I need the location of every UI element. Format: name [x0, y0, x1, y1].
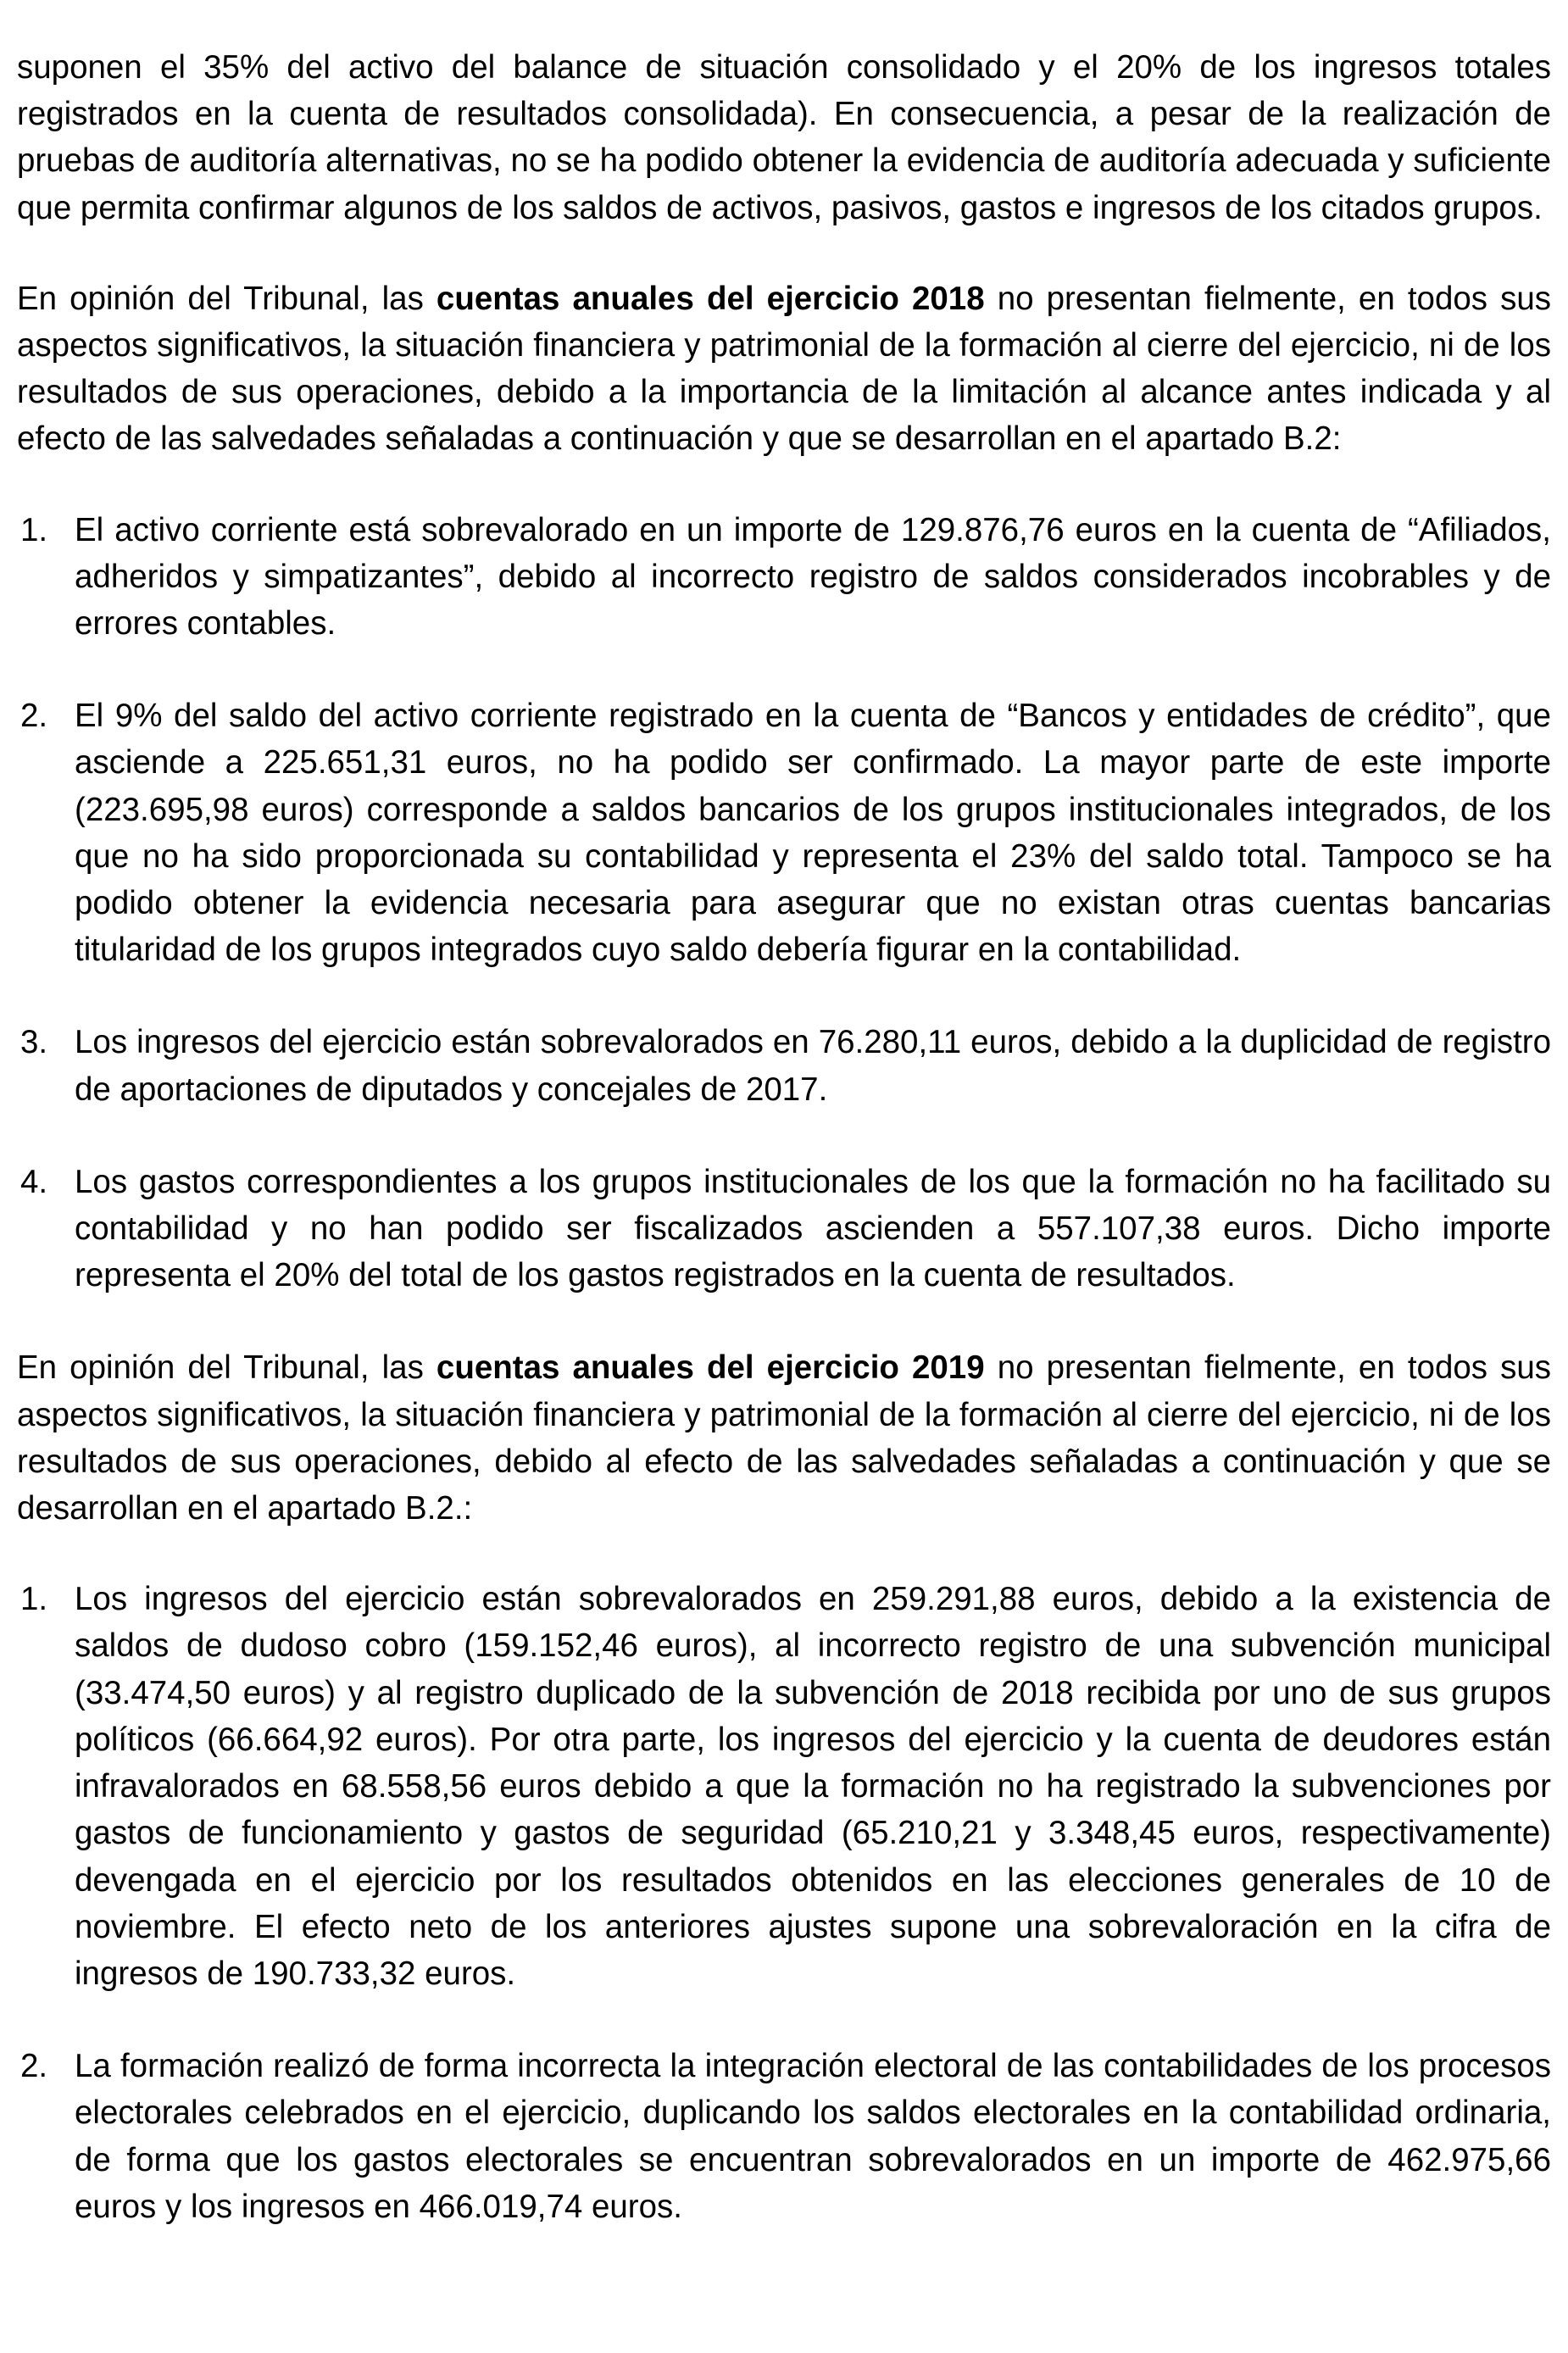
opinion-2018-rest: no presentan fielmente, en todos sus aspectos significativos, la situación financiera y patrimonial de la formación al cierre del ejercicio, ni de los resultados de sus operaciones, debido a la importancia de la limitación al alcance antes indicada y al efecto de las salvedades señaladas a continuación y que se desarrollan en el apartado B.2: [17, 280, 1552, 458]
item-number: 1. [20, 1581, 48, 1618]
list-item [17, 1576, 1551, 1997]
opinion-2019-lead: En opinión del Tribunal, las [17, 1349, 436, 1387]
item-text: El activo corriente está sobrevalorado en un importe de 129.876,76 euros en la cuenta de “Afiliados, adheridos y simpatizantes”, debido al incorrecto registro de saldos considerados incobrables y de errores contables. [75, 511, 1551, 642]
opinion-2019-bold: cuentas anuales del ejercicio 2019 [436, 1349, 985, 1387]
intro-paragraph: suponen el 35% del activo del balance de situación consolidado y el 20% de los ingresos totales registrados en la cuenta de resultados consolidada). En consecuencia, a pesar de la realización de pruebas de auditoría alternativas, no se ha podido obtener la evidencia de auditoría adecuada y suficiente que permita confirmar algunos de los saldos de activos, pasivos, gastos e ingresos de los citados grupos. [17, 49, 1551, 226]
item-number: 1. [20, 511, 48, 548]
opinion-2018-lead: En opinión del Tribunal, las [17, 280, 436, 317]
document-page [17, 44, 1551, 2276]
list-item [17, 2043, 1551, 2230]
opinion-2018-paragraph [17, 275, 1551, 463]
item-text: La formación realizó de forma incorrecta la integración electoral de las contabilidades de los procesos electorales celebrados en el ejercicio, duplicando los saldos electorales en la contabilidad ordinaria, de forma que los gastos electorales se encuentran sobrevalorados en un importe de 462.975,66 euros y los ingresos en 466.019,74 euros. [75, 2048, 1551, 2225]
item-text: El 9% del saldo del activo corriente registrado en la cuenta de “Bancos y entidades de crédito”, que asciende a 225.651,31 euros, no ha podido ser confirmado. La mayor parte de este importe (223.695,98 euros) corresponde a saldos bancarios de los grupos institucionales integrados, de los que no ha sido proporcionada su contabilidad y representa el 23% del saldo total. Tampoco se ha podido obtener la evidencia necesaria para asegurar que no existan otras cuentas bancarias titularidad de los grupos integrados cuyo saldo debería figurar en la contabilidad. [75, 698, 1551, 969]
opinion-2018-list [17, 507, 1551, 1299]
item-number: 4. [20, 1163, 48, 1200]
list-item [17, 1159, 1551, 1299]
item-text: Los gastos correspondientes a los grupos institucionales de los que la formación no ha facilitado su contabilidad y no han podido ser fiscalizados ascienden a 557.107,38 euros. Dicho importe representa el 20% del total de los gastos registrados en la cuenta de resultados. [75, 1163, 1551, 1294]
list-item [17, 507, 1551, 648]
item-number: 2. [20, 2048, 48, 2085]
item-number: 2. [20, 698, 48, 735]
opinion-2019-rest: no presentan fielmente, en todos sus aspectos significativos, la situación financiera y patrimonial de la formación al cierre del ejercicio, ni de los resultados de sus operaciones, debido al efecto de las salvedades señaladas a continuación y que se desarrollan en el apartado B.2.: [17, 1349, 1552, 1527]
opinion-2019-paragraph [17, 1344, 1551, 1532]
list-item [17, 1019, 1551, 1112]
item-text: Los ingresos del ejercicio están sobrevalorados en 76.280,11 euros, debido a la duplicidad de registro de aportaciones de diputados y concejales de 2017. [75, 1024, 1551, 1108]
item-text: Los ingresos del ejercicio están sobrevalorados en 259.291,88 euros, debido a la existencia de saldos de dudoso cobro (159.152,46 euros), al incorrecto registro de una subvención municipal (33.474,50 euros) y al registro duplicado de la subvención de 2018 recibida por uno de sus grupos políticos (66.664,92 euros). Por otra parte, los ingresos del ejercicio y la cuenta de deudores están infravalorados en 68.558,56 euros debido a que la formación no ha registrado la subvenciones por gastos de funcionamiento y gastos de seguridad (65.210,21 y 3.348,45 euros, respectivamente) devengada en el ejercicio por los resultados obtenidos en las elecciones generales de 10 de noviembre. El efecto neto de los anteriores ajustes supone una sobrevaloración en la cifra de ingresos de 190.733,32 euros. [75, 1581, 1551, 1992]
item-number: 3. [20, 1024, 48, 1061]
opinion-2018-bold: cuentas anuales del ejercicio 2018 [436, 280, 985, 317]
list-item [17, 693, 1551, 973]
opinion-2019-list [17, 1576, 1551, 2230]
